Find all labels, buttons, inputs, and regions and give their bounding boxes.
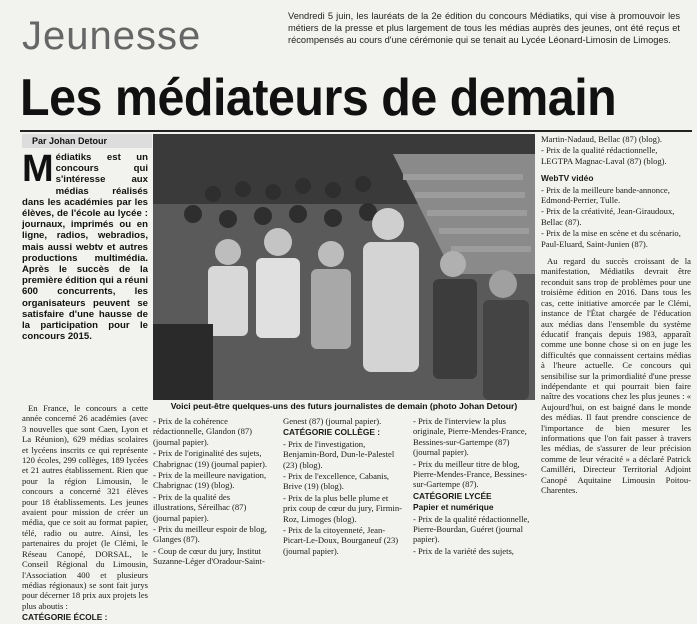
category-heading: WebTV vidéo: [541, 173, 594, 184]
article-photo: [153, 134, 535, 400]
category-heading: CATÉGORIE COLLÈGE :: [283, 427, 381, 438]
article-column-2: [153, 416, 273, 568]
auditorium-photo-illustration: [153, 134, 535, 400]
list-item: - Prix de la citoyenneté, Jean-Picart-Le-Doux, Bourganeuf (23) (journal papier).: [283, 525, 399, 556]
section-title: Jeunesse: [22, 14, 202, 58]
list-item: - Prix de l'interview la plus originale, Pierre-Mendes-France, Bessines-sur-Gartempe (87) (journal papier).: [413, 416, 527, 458]
list-item: - Prix de la mise en scène et du scénario, Paul-Eluard, Saint-Junien (87).: [541, 228, 681, 249]
byline: Par Johan Detour: [22, 134, 152, 148]
list-item: - Prix de la créativité, Jean-Giraudoux, Bellac (87).: [541, 206, 675, 227]
photo-caption: Voici peut-être quelques-uns des futurs journalistes de demain (photo Johan Detour): [170, 401, 518, 411]
list-item: - Prix de la meilleure navigation, Chabrignac (19) (blog).: [153, 470, 267, 491]
headline: Les médiateurs de demain: [20, 69, 617, 127]
divider: [20, 130, 692, 132]
intro-paragraph: Vendredi 5 juin, les lauréats de la 2e édition du concours Médiatiks, qui vise à promouvoir les métiers de la presse et plus largement de tous les médias auprès des jeunes, ont été reçus et récompensés au cours d'une cérémonie qui se tenait au Lycée Léonard-Limosin de Limoges.: [288, 11, 680, 45]
list-item: - Prix de l'excellence, Cabanis, Brive (19) (blog).: [283, 471, 390, 492]
list-item: - Prix de l'originalité des sujets, Chabrignac (19) (journal papier).: [153, 448, 268, 469]
list-item: - Prix de la variété des sujets,: [413, 545, 514, 556]
list-item: Martin-Nadaud, Bellac (87) (blog).: [541, 134, 662, 144]
paragraph: En France, le concours a cette année concerné 26 académies (avec 3 nouvelles que sont Caen, Lyon et La Réunion), 629 médias scolaires et lycéens inscrits ce qui représente 120 écoles, 299 collèges, 189 lycées et 21 autres établissement. Rien que pour la région Limousin, le concours a concerné 321 élèves pour 18 établissements. Les jeunes avaient pour mission de créer un média, que ce soit au format papier, télé, radio ou autre. Ainsi, les partenaires du projet (le Clémi, le Réseau Canopé, DORSAL, le Conseil Régional du Limousin, l'Association 400 et plusieurs médias régionaux) se sont fait jurys pour décerner 18 prix aux projets les plus aboutis :: [22, 403, 148, 611]
article-column-3: [283, 416, 403, 557]
list-item: - Prix de l'investigation, Benjamin-Bord, Dun-le-Palestel (23) (blog).: [283, 438, 395, 470]
list-item: Genest (87) (journal papier).: [283, 416, 382, 426]
category-subheading: Papier et numérique: [413, 502, 494, 513]
category-heading: CATÉGORIE LYCÉE: [413, 490, 492, 501]
list-item: - Prix de la qualité rédactionnelle, LEGTPA Magnac-Laval (87) (blog).: [541, 145, 667, 166]
dropcap: M: [22, 148, 54, 190]
list-item: - Prix de la meilleure bande-annonce, Edmond-Perrier, Tulle.: [541, 184, 670, 206]
lead-paragraph: [22, 148, 148, 343]
list-item: - Prix de la qualité rédactionnelle, Pierre-Bourdan, Guéret (journal papier).: [413, 513, 530, 545]
article-column-5: [541, 134, 691, 496]
list-item: - Prix du meilleur titre de blog, Pierre-Mendes-France, Bessines-sur-Gartempe (87).: [413, 458, 528, 490]
list-item: - Coup de cœur du jury, Institut Suzanne-Léger d'Oradour-Saint-: [153, 545, 265, 567]
article-column-4: [413, 416, 535, 557]
list-item: - Prix de la cohérence rédactionnelle, Glandon (87) (journal papier).: [153, 416, 253, 447]
lead-text: édiatiks est un concours qui s'intéresse aux médias réalisés dans les académies par les élèves, de l'école au lycée : journaux, imprimés ou en ligne, radios, webradios, mais aussi webtv et autres productions multimédia. Après le succès de la première édition qui a réuni 600 concurrents, les organisateurs peuvent se satisfaire d'une hausse de la participation pour le concours 2015.: [22, 152, 148, 343]
article-column-1: [22, 403, 148, 624]
list-item: - Prix de la qualité des illustrations, Séreilhac (87) (journal papier).: [153, 491, 247, 523]
list-item: - Prix du meilleur espoir de blog, Glanges (87).: [153, 524, 267, 545]
paragraph: Au regard du succès croissant de la manifestation, Médiatiks devrait être reconduit sans trop de problèmes pour une troisième édition en 2016. Dans tous les cas, cette initiative amorcée par le Clémi, instance de l'État chargée de l'éducation aux médias dans l'ensemble du système éducatif français depuis 1983, apparaît comme une bonne chose si on en juge les difficultés que connaissent certains médias à l'heure actuelle. Ce concours qui sensibilise sur la primordialité d'une presse indépendante et qui pourrait bien faire naître des vocations chez les plus jeunes : « Aujourd'hui, on est baigné dans le monde des médias. Il faut prendre conscience de l'importance de bien mesurer les informations que l'on fait passer à travers les médias, de s'assurer de leur précision comme de leur véracité » a déclaré Patrick Camilléri, Directeur Territorial Adjoint Canopé Aquitaine Limousin Poitou-Charentes.: [541, 256, 691, 495]
list-item: - Prix de la plus belle plume et prix coup de cœur du jury, Firmin-Roz, Limoges (blog).: [283, 492, 403, 524]
category-heading: CATÉGORIE ÉCOLE :: [22, 612, 108, 623]
